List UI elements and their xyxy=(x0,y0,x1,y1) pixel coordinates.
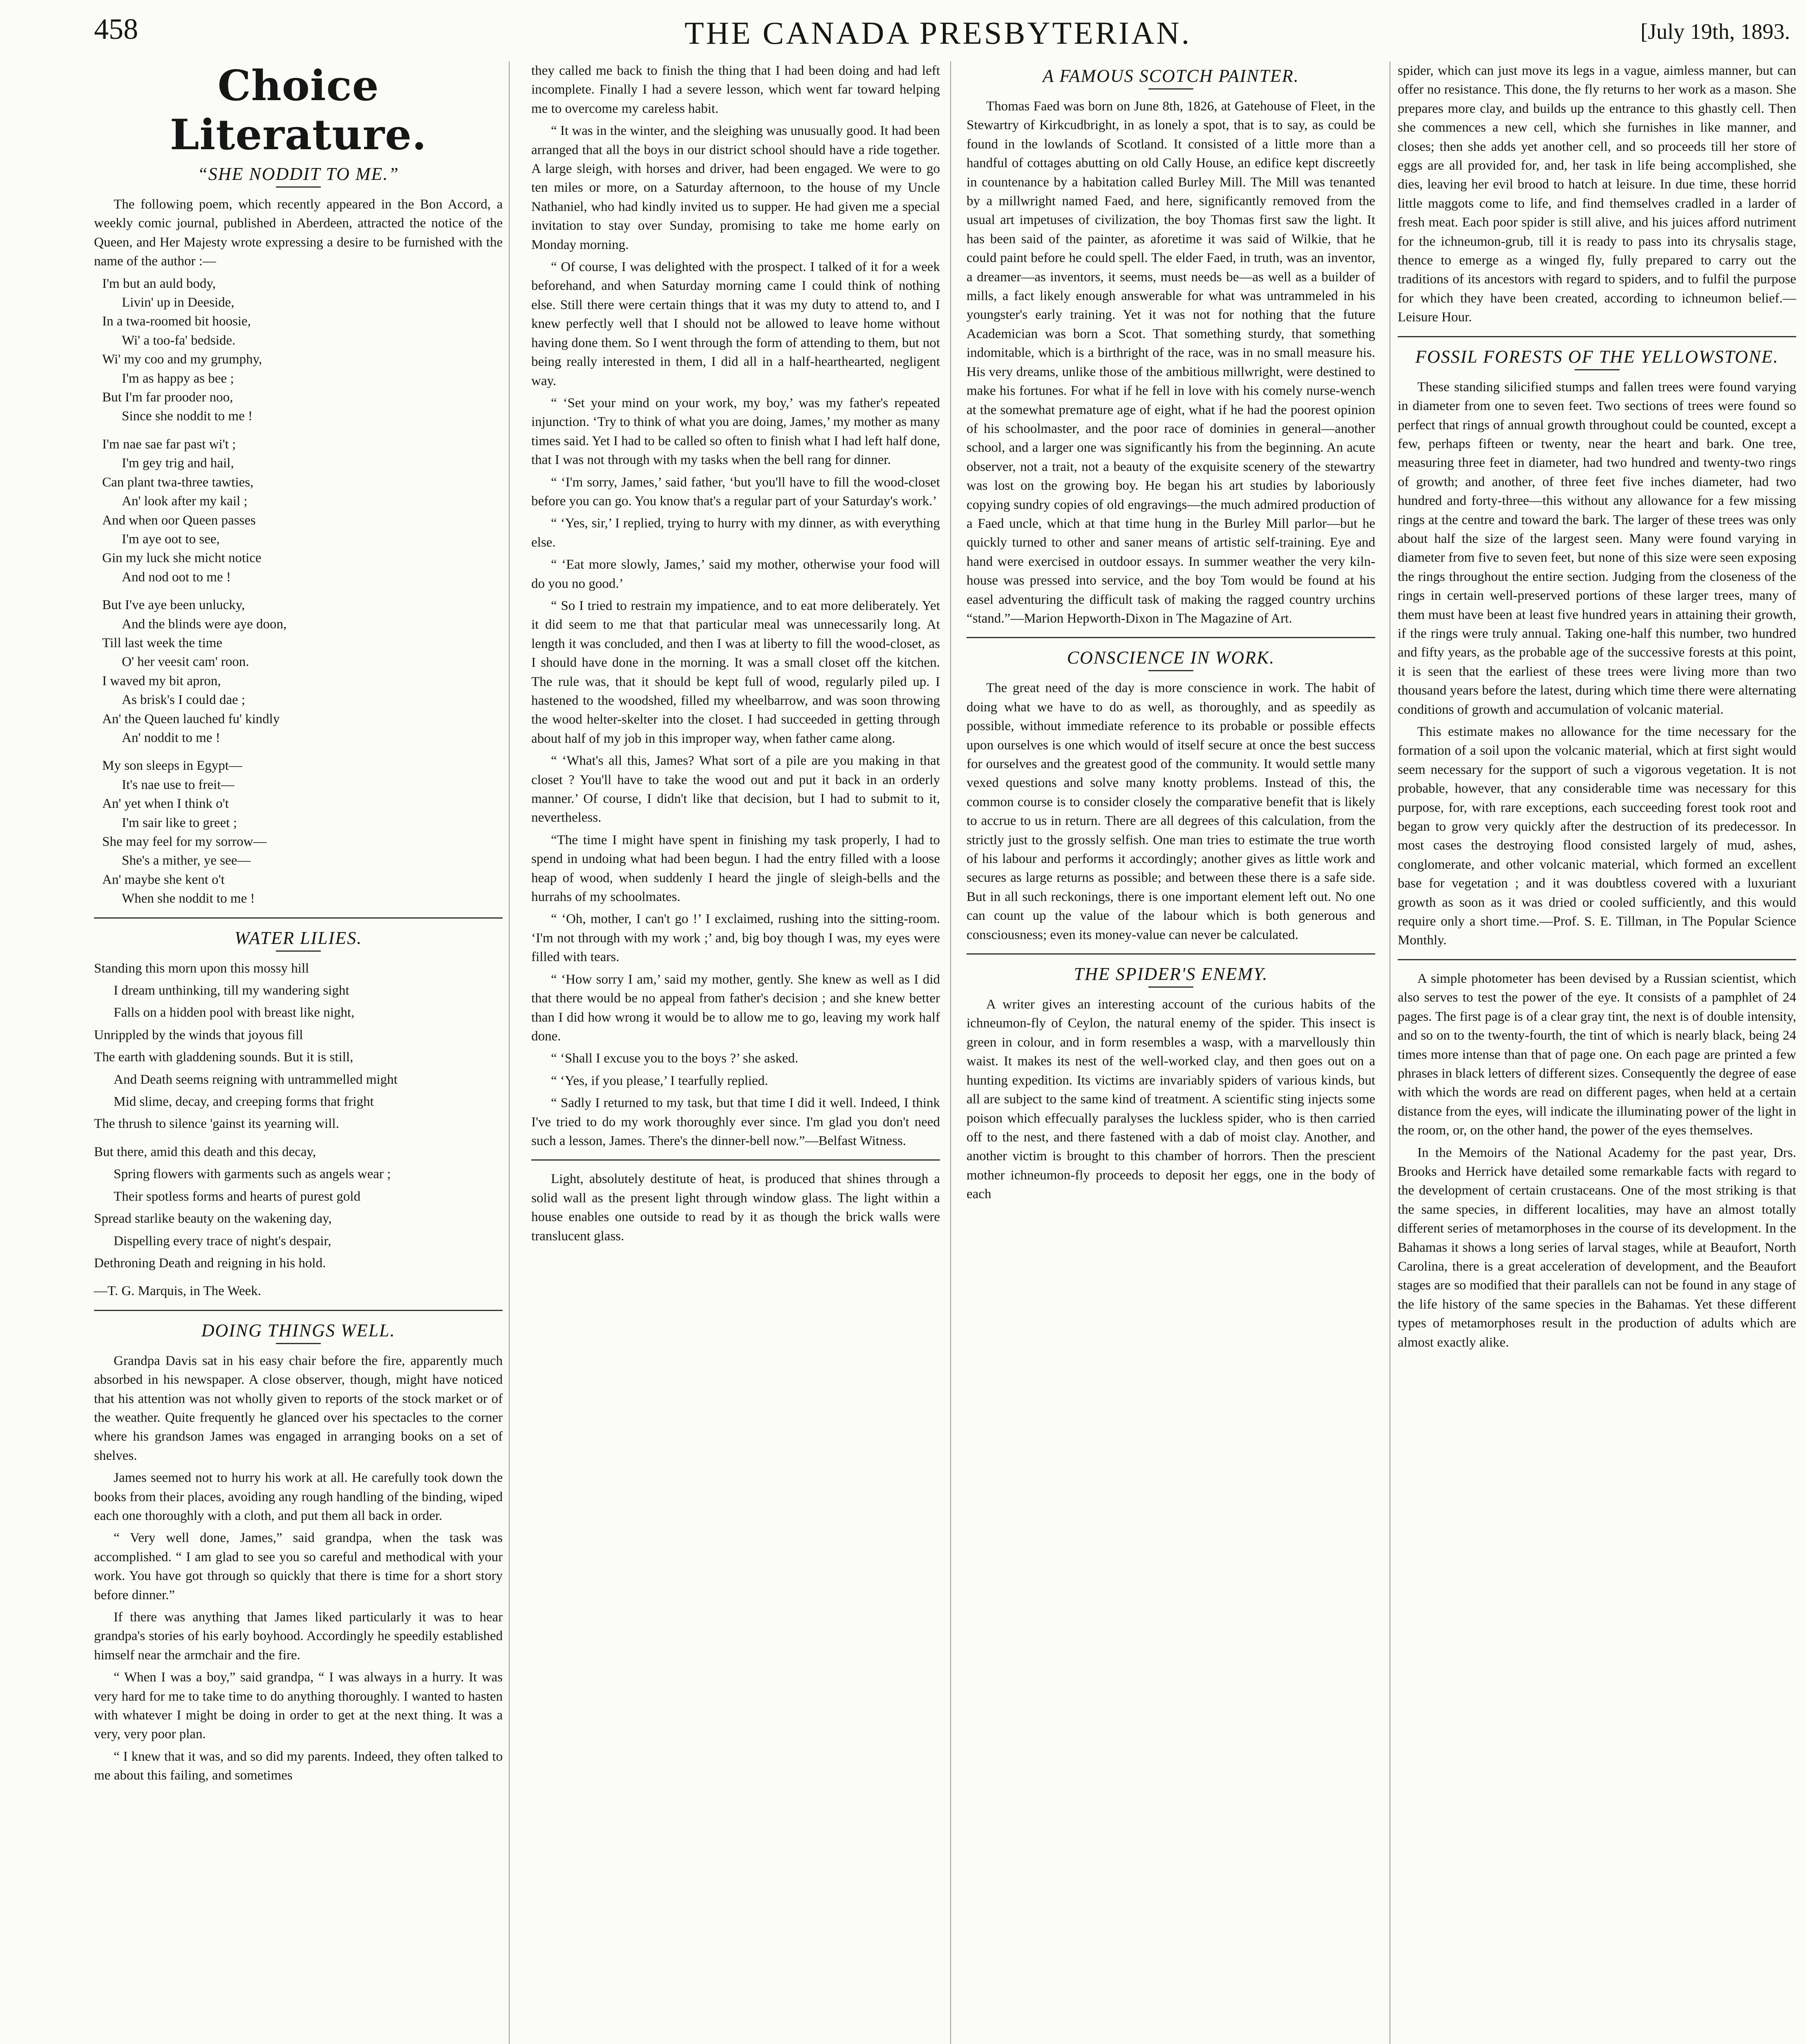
story-paragraph: “ ‘What's all this, James? What sort of a pile are you making in that closet ? You'll have to take the wood out and put it back in an orderly manner.’ Of course, I didn't like that decision, but I had to submit to it, nevertheless. xyxy=(531,753,940,825)
column-4 xyxy=(1398,61,1796,1355)
poem-line: And the blinds were aye doon, xyxy=(122,616,287,632)
poem-line: I'm gey trig and hail, xyxy=(122,456,234,471)
poem-line: An' the Queen lauched fu' kindly xyxy=(102,711,280,726)
poem-line: Mid slime, decay, and creeping forms that fright xyxy=(114,1094,374,1109)
poem-line: I'm sair like to greet ; xyxy=(122,815,237,830)
page-number: 458 xyxy=(94,13,138,45)
poem-line: She may feel for my sorrow— xyxy=(102,834,267,849)
page-header xyxy=(82,12,1794,61)
story-paragraph: “ ‘Oh, mother, I can't go !’ I exclaimed, rushing into the sitting-room. ‘I'm not through with my work ;’ and, big boy though I was, my eyes were filled with tears. xyxy=(531,912,940,965)
title-rule xyxy=(276,950,321,952)
section-rule xyxy=(94,1310,503,1311)
story-paragraph: they called me back to finish the thing that I had been doing and had left incomplete. Finally I had a severe lesson, which went far toward helping me to overcome my careless habit. xyxy=(531,63,940,116)
poem-line: And Death seems reigning with untrammelled might xyxy=(114,1072,398,1087)
poem-line: I'm nae sae far past wi't ; xyxy=(102,437,236,452)
poem-line: Gin my luck she micht notice xyxy=(102,551,262,566)
story-paragraph: Grandpa Davis sat in his easy chair before the fire, apparently much absorbed in his newspaper. A close observer, though, might have noticed that his attention was not wholly given to reports of the stock market or of the weather. Quite frequently he glanced over his spectacles to the corner where his grandson James was engaged in arranging books on a set of shelves. xyxy=(94,1353,503,1463)
section-rule xyxy=(94,917,503,919)
story-paragraph: “ I knew that it was, and so did my parents. Indeed, they often talked to me about this failing, and sometimes xyxy=(94,1749,503,1783)
story-paragraph: “ ‘I'm sorry, James,’ said father, ‘but you'll have to fill the wood-closet before you can go. You know that's a regular part of your Saturday's work.’ xyxy=(531,475,940,509)
poem-line: Dethroning Death and reigning in his hold. xyxy=(94,1255,326,1271)
story-paragraph: “The time I might have spent in finishing my task properly, I had to spend in undoing what had been begun. I had the entry filled with a loose heap of wood, when suddenly I heard the jingle of sleigh-bells and the hurrahs of my schoolmates. xyxy=(531,832,940,905)
poem-line: Falls on a hidden pool with breast like night, xyxy=(114,1005,355,1020)
story-paragraph: “ When I was a boy,” said grandpa, “ I was always in a hurry. It was very hard for me to take time to do anything thoroughly. I wanted to hasten with whatever I might be doing in order to get at the next thing. It was a very, very poor plan. xyxy=(94,1670,503,1742)
story-paragraph: “ ‘How sorry I am,’ said my mother, gently. She knew as well as I did that there would be no appeal from father's decision ; and she knew better than I did how wrong it would be to allow me to go, leaving my work half done. xyxy=(531,972,940,1044)
poem-line: I'm aye oot to see, xyxy=(122,531,220,547)
poem-line: My son sleeps in Egypt— xyxy=(102,758,242,773)
article-title: THE SPIDER'S ENEMY. xyxy=(1074,964,1268,984)
poem-line: Their spotless forms and hearts of purest gold xyxy=(114,1189,360,1204)
poem-line: O' her veesit cam' roon. xyxy=(122,654,249,670)
poem-line: When she noddit to me ! xyxy=(122,891,255,906)
poem-line: I waved my bit apron, xyxy=(102,673,221,688)
poem-line: But there, amid this death and this decay, xyxy=(94,1144,316,1159)
poem-she-noddit xyxy=(102,274,503,908)
story-paragraph: “ Very well done, James,” said grandpa, when the task was accomplished. “ I am glad to see you so careful and methodical with your work. You have got through so quickly that there is time for a short story before dinner.” xyxy=(94,1531,503,1602)
poem-line: Can plant twa-three tawties, xyxy=(102,475,254,490)
poem-line: Dispelling every trace of night's despair, xyxy=(114,1233,331,1248)
story-paragraph: “ It was in the winter, and the sleighing was unusually good. It had been arranged that all the boys in our district school should have a ride together. A large sleigh, with horses and driver, had been engaged. We were to go ten miles or more, on a Saturday afternoon, to the house of my Uncle Nathaniel, who had kindly invited us to supper. He had given me a special invitation to stay over Sunday, promising to take me home early on Monday morning. xyxy=(531,123,940,252)
poem-stanza xyxy=(102,435,503,587)
issue-date: [July 19th, 1893. xyxy=(1640,19,1790,44)
poem-line: Spring flowers with garments such as angels wear ; xyxy=(114,1167,391,1182)
title-rule xyxy=(1148,986,1193,988)
story-paragraph: “ Of course, I was delighted with the prospect. I talked of it for a week beforehand, and when Saturday morning came I could think of nothing else. Still there were certain things that it was my duty to attend to, and I knew perfectly well that I should not be allowed to leave home without having done them. So I went through the form of attending to them, but not being really interested in them, I did all in a half-hearthearted, negligent way. xyxy=(531,260,940,388)
story-paragraph: “ So I tried to restrain my impatience, and to eat more deliberately. Yet it did seem to me that that particular meal was unnecessarily long. At length it was concluded, and then I was at liberty to fill the wood-closet, as I should have done in the morning. It was a small closet off the kitchen. The rule was, that it should be kept full of wood, regularly piled up. I hastened to the woodshed, filled my wheelbarrow, and was soon throwing the wood helter-skelter into the closet. I had succeeded in getting through about half of my job in this improper way, when father came along. xyxy=(531,598,940,746)
poem-line: But I've aye been unlucky, xyxy=(102,598,245,613)
title-rule xyxy=(1148,88,1193,90)
poem-intro: The following poem, which recently appeared in the Bon Accord, a weekly comic journal, published in Aberdeen, attracted the notice of the Queen, and Her Majesty wrote expressing a desire to be furnished with the name of the author :— xyxy=(94,197,503,269)
poem-line: Unrippled by the winds that joyous fill xyxy=(94,1027,303,1042)
poem-line: And when oor Queen passes xyxy=(102,513,256,528)
article-paragraph: A writer gives an interesting account of the curious habits of the ichneumon-fly of Ceylon, the natural enemy of the spider. This insect is green in colour, and in form resembles a wasp, with a marvellously thin waist. It makes its nest of the well-worked clay, and then goes out on a hunting expedition. Its victims are invariably spiders of various kinds, but all are subject to the same kind of treatment. A scientific sting injects some poison which effecually paralyses the luckless spider, who is then carried off to the nest, and there fastened with a dab of moist clay. Another, and another victim is brought to this chamber of horrors. Then the prescient mother ichneumon-fly proceeds to deposit her eggs, one in the body of each xyxy=(967,997,1375,1202)
title-rule xyxy=(1575,369,1620,370)
poem-stanza xyxy=(94,959,503,1134)
article-paragraph: This estimate makes no allowance for the time necessary for the formation of a soil upon the volcanic material, which at first sight would seem necessary for the support of such a vigorous vegetation. It is not probable, however, that any considerable time was necessary for this purpose, for, with rare exceptions, each succeeding forest took root and began to grow very quickly after the destruction of its predecessor. In most cases the destroying flood consisted largely of mud, ashes, conglomerate, and other volcanic material, which formed an excellent base for vegetation ; and it was doubtless covered with a luxuriant growth as soon as it was dried or cooled sufficiently, and this would require only a short time.—Prof. S. E. Tillman, in The Popular Science Monthly. xyxy=(1398,724,1796,948)
section-rule xyxy=(531,1159,940,1161)
section-rule xyxy=(1398,336,1796,337)
column-divider xyxy=(950,61,951,2044)
story-paragraph: “ ‘Yes, if you please,’ I tearfully replied. xyxy=(551,1073,768,1088)
article-title: FOSSIL FORESTS OF THE YELLOWSTONE. xyxy=(1415,346,1779,367)
article-title: CONSCIENCE IN WORK. xyxy=(1067,648,1275,668)
news-item: Light, absolutely destitute of heat, is produced that shines through a solid wall as the present light through window glass. The light within a house enables one outside to read by it as though the brick walls were translucent glass. xyxy=(531,1172,940,1244)
poem-line: I'm but an auld body, xyxy=(102,276,216,291)
poem-line: An' yet when I think o't xyxy=(102,796,229,811)
title-rule xyxy=(276,186,321,188)
poem-credit: —T. G. Marquis, in The Week. xyxy=(94,1284,261,1299)
story-paragraph: If there was anything that James liked particularly it was to hear grandpa's stories of his early boyhood. Accordingly he speedily established himself near the armchair and the fire. xyxy=(94,1610,503,1663)
poem-line: She's a mither, ye see— xyxy=(122,853,251,868)
poem-line: Livin' up in Deeside, xyxy=(122,295,235,310)
article-paragraph: These standing silicified stumps and fallen trees were found varying in diameter from one to seven feet. Two sections of trees were found so perfect that rings of annual growth throughout could be counted, except a few, perhaps fifteen or twenty, near the heart and bark. One tree, measuring three feet in diameter, had two hundred and twenty-two rings of growth; and another, of three feet five inches diameter, had two hundred and forty-three—this without any allowance for a few missing rings at the centre and toward the bark. The larger of these trees was only about half the size of the largest seen. Many were found varying in diameter from five to seven feet, but none of this size were seen exposing the rings throughout the entire section. Judging from the closeness of the rings in certain well-preserved portions of these larger trees, many of them must have been at least five hundred years in attaining their growth, if the rings were truly annual. Taking one-half this number, two hundred and fifty years, as the probable age of the successive forests at this point, it is seen that the earliest of these trees were living more than two thousand years before the latest, during which time there were alternating conditions of growth and accumulation of volcanic material. xyxy=(1398,379,1796,717)
section-rule xyxy=(967,953,1375,955)
section-banner: Choice Literature. xyxy=(170,61,427,159)
story-paragraph: “ Sadly I returned to my task, but that time I did it well. Indeed, I think I've tried to do my work thoroughly ever since. I'm glad you don't need such a lesson, James. There's the dinner-bell now.”—Belfast Witness. xyxy=(531,1096,940,1148)
poem-line: Wi' a too-fa' bedside. xyxy=(122,333,236,348)
poem-line: Till last week the time xyxy=(102,635,222,650)
column-2 xyxy=(531,61,940,1249)
article-paragraph: spider, which can just move its legs in a vague, aimless manner, but can offer no resistance. This done, the fly returns to her work as a mason. She prepares more clay, and builds up the entrance to this ghastly cell. Then she commences a new cell, which she furnishes in like manner, and closes; then she adds yet another cell, and so proceeds till her store of eggs are all provided for, and, her task in life being accomplished, she dies, leaving her evil brood to hatch at leisure. In due time, these horrid little maggots come to life, and find themselves cradled in a larder of fresh meat. Each poor spider is still alive, and his juices afford nutriment for the ichneumon-grub, till it is ready to pass into its chrysalis stage, thence to emerge as a winged fly, fully prepared to carry out the traditions of its ancestors with regard to spiders, and to fulfil the purpose for which they have been created, according to ichneumon belief.—Leisure Hour. xyxy=(1398,63,1796,325)
poem-stanza xyxy=(94,1143,503,1273)
story-paragraph: James seemed not to hurry his work at all. He carefully took down the books from their places, avoiding any rough handling of the binding, wiped each one thoroughly with a cloth, and put them all back in order. xyxy=(94,1470,503,1523)
poem-title: “SHE NODDIT TO ME.” xyxy=(197,164,399,184)
poem-stanza xyxy=(102,596,503,747)
masthead: THE CANADA PRESBYTERIAN. xyxy=(684,15,1192,51)
poem-line: An' noddit to me ! xyxy=(122,730,220,745)
story-paragraph: “ ‘Eat more slowly, James,’ said my mother, otherwise your food will do you no good.’ xyxy=(531,557,940,591)
story-paragraph: “ ‘Yes, sir,’ I replied, trying to hurry with my dinner, as with everything else. xyxy=(531,516,940,550)
title-rule xyxy=(276,1343,321,1344)
article-paragraph: Thomas Faed was born on June 8th, 1826, at Gatehouse of Fleet, in the Stewartry of Kirkcudbright, in as lonely a spot, that is to say, as could be found in the lowlands of Scotland. It consisted of a little more than a handful of cottages abutting on old Cally House, an edifice kept discreetly in countenance by a habitation called Burley Mill. The Mill was tenanted by a millwright named Faed, and here, significantly removed from the usual art impetuses of civilization, the boy Thomas first saw the light. It has been said of the painter, as aforetime it was said of Wilkie, that he could paint before he could spell. The elder Faed, in truth, was an inventor, a dreamer—as inventors, it seems, must needs be—as well as a builder of mills, a fact likely enough answerable for what was untrammeled in his youngster's early training. Yet it was not for nothing that the future Academician was born a Scot. That something sturdy, that something indomitable, which is a birthright of the race, was in no small measure his. His very dreams, unlike those of the ambitious millwright, were destined to make his fortunes. For what if he fell in love with his comely nurse-wench at the somewhat premature age of eight, what if he had the poorest opinion of his schoolmaster, and the poor race of dominies in general—another school, and a larger one was significantly his from the beginning. An acute observer, not a trait, not a beauty of the exquisite scenery of the stewartry was lost on the growing boy. He began his art studies by laboriously copying sundry copies of old engravings—the much admired production of a Faed uncle, which at that time hung in the Burley Mill parlor—but he quickly turned to other and saner means of artistic self-training. Eye and hand were exercised in outdoor essays. In summer weather the very kiln-house was pressed into service, and the boy Tom would be found at his easel adventuring the difficult task of making the ragged country urchins “stand.”—Marion Hepworth-Dixon in The Magazine of Art. xyxy=(967,99,1375,626)
poem-line: I dream unthinking, till my wandering sight xyxy=(114,983,349,998)
column-3 xyxy=(967,61,1375,1207)
title-rule xyxy=(1148,670,1193,671)
column-1 xyxy=(94,61,503,1788)
article-paragraph: The great need of the day is more conscience in work. The habit of doing what we have to do as well, as thoroughly, and as speedily as possible, without immediate reference to its probable or possible effects upon ourselves is one which would of itself secure at once the best success for ourselves and the greatest good of the community. It would settle many vexed questions and solve many knotty problems. Instead of this, the common course is to consider closely the comparative benefit that is likely to accrue to us in return. There are all degrees of this calculation, from the strictly just to the grossly selfish. One man tries to estimate the true worth of his labour and performs it accordingly; another gives as little work and secures as large returns as possible; and between these there is a safe side. But in all such reckonings, there is one important element left out. No one can count up the value of the labour which is both generous and consciousness; even its money-value can never be calculated. xyxy=(967,681,1375,942)
poem-line: Standing this morn upon this mossy hill xyxy=(94,961,309,976)
poem-water-lilies xyxy=(94,959,503,1273)
poem-line: An' look after my kail ; xyxy=(122,494,248,509)
poem-line: In a twa-roomed bit hoosie, xyxy=(102,314,251,329)
story-paragraph: “ ‘Set your mind on your work, my boy,’ was my father's repeated injunction. ‘Try to think of what you are doing, James,’ my mother as many times said. Yet I had to be called so often to finish what I had left half done, that I was not through with my tasks when the bell rang for dinner. xyxy=(531,395,940,468)
poem-line: It's nae use to freit— xyxy=(122,777,235,792)
poem-line: As brisk's I could dae ; xyxy=(122,693,245,708)
article-title: A FAMOUS SCOTCH PAINTER. xyxy=(1043,66,1299,86)
poem-line: The thrush to silence 'gainst its yearning will. xyxy=(94,1116,339,1132)
poem-line: The earth with gladdening sounds. But it is still, xyxy=(94,1050,354,1065)
poem-line: Since she noddit to me ! xyxy=(122,409,253,424)
poem-line: An' maybe she kent o't xyxy=(102,872,225,887)
news-item: A simple photometer has been devised by a Russian scientist, which also serves to test the power of the eye. It consists of a pamphlet of 24 pages. The first page is of a clear gray tint, the next is of double intensity, and so on to the twenty-fourth, the tint of which is nearly black, being 24 times more intense than that of page one. On each page are printed a few phrases in black letters of different sizes. Consequently the degree of ease with which the words are read on different pages, when held at a certain distance from the eyes, will indicate the illuminating power of the light in the room, or, on the other hand, the power of the eyes themselves. xyxy=(1398,971,1796,1138)
story-paragraph: “ ‘Shall I excuse you to the boys ?’ she asked. xyxy=(551,1051,799,1066)
poem-line: I'm as happy as bee ; xyxy=(122,371,234,386)
poem-line: Spread starlike beauty on the wakening day, xyxy=(94,1211,332,1226)
section-rule xyxy=(967,637,1375,638)
poem-title: WATER LILIES. xyxy=(234,928,363,948)
poem-line: Wi' my coo and my grumphy, xyxy=(102,352,262,367)
story-title: DOING THINGS WELL. xyxy=(201,1320,396,1340)
news-item: In the Memoirs of the National Academy for the past year, Drs. Brooks and Herrick have detailed some remarkable facts with regard to the development of certain crustaceans. One of the most striking is that the same species, in different localities, may have an almost totally different series of metamorphoses in the course of its development. In the Bahamas it shows a long series of larval stages, while at Beaufort, North Carolina, there is a great acceleration of development, and the Beaufort stages are so modified that their parallels can not be found in any stage of the life history of the same species in the Bahamas. Yet these different types of metamorphoses result in the production of adults which are almost exactly alike. xyxy=(1398,1145,1796,1350)
poem-line: But I'm far prooder noo, xyxy=(102,390,233,405)
section-rule xyxy=(1398,959,1796,960)
poem-stanza xyxy=(102,274,503,426)
poem-stanza xyxy=(102,756,503,908)
column-divider xyxy=(509,61,510,2044)
poem-line: And nod oot to me ! xyxy=(122,569,231,585)
